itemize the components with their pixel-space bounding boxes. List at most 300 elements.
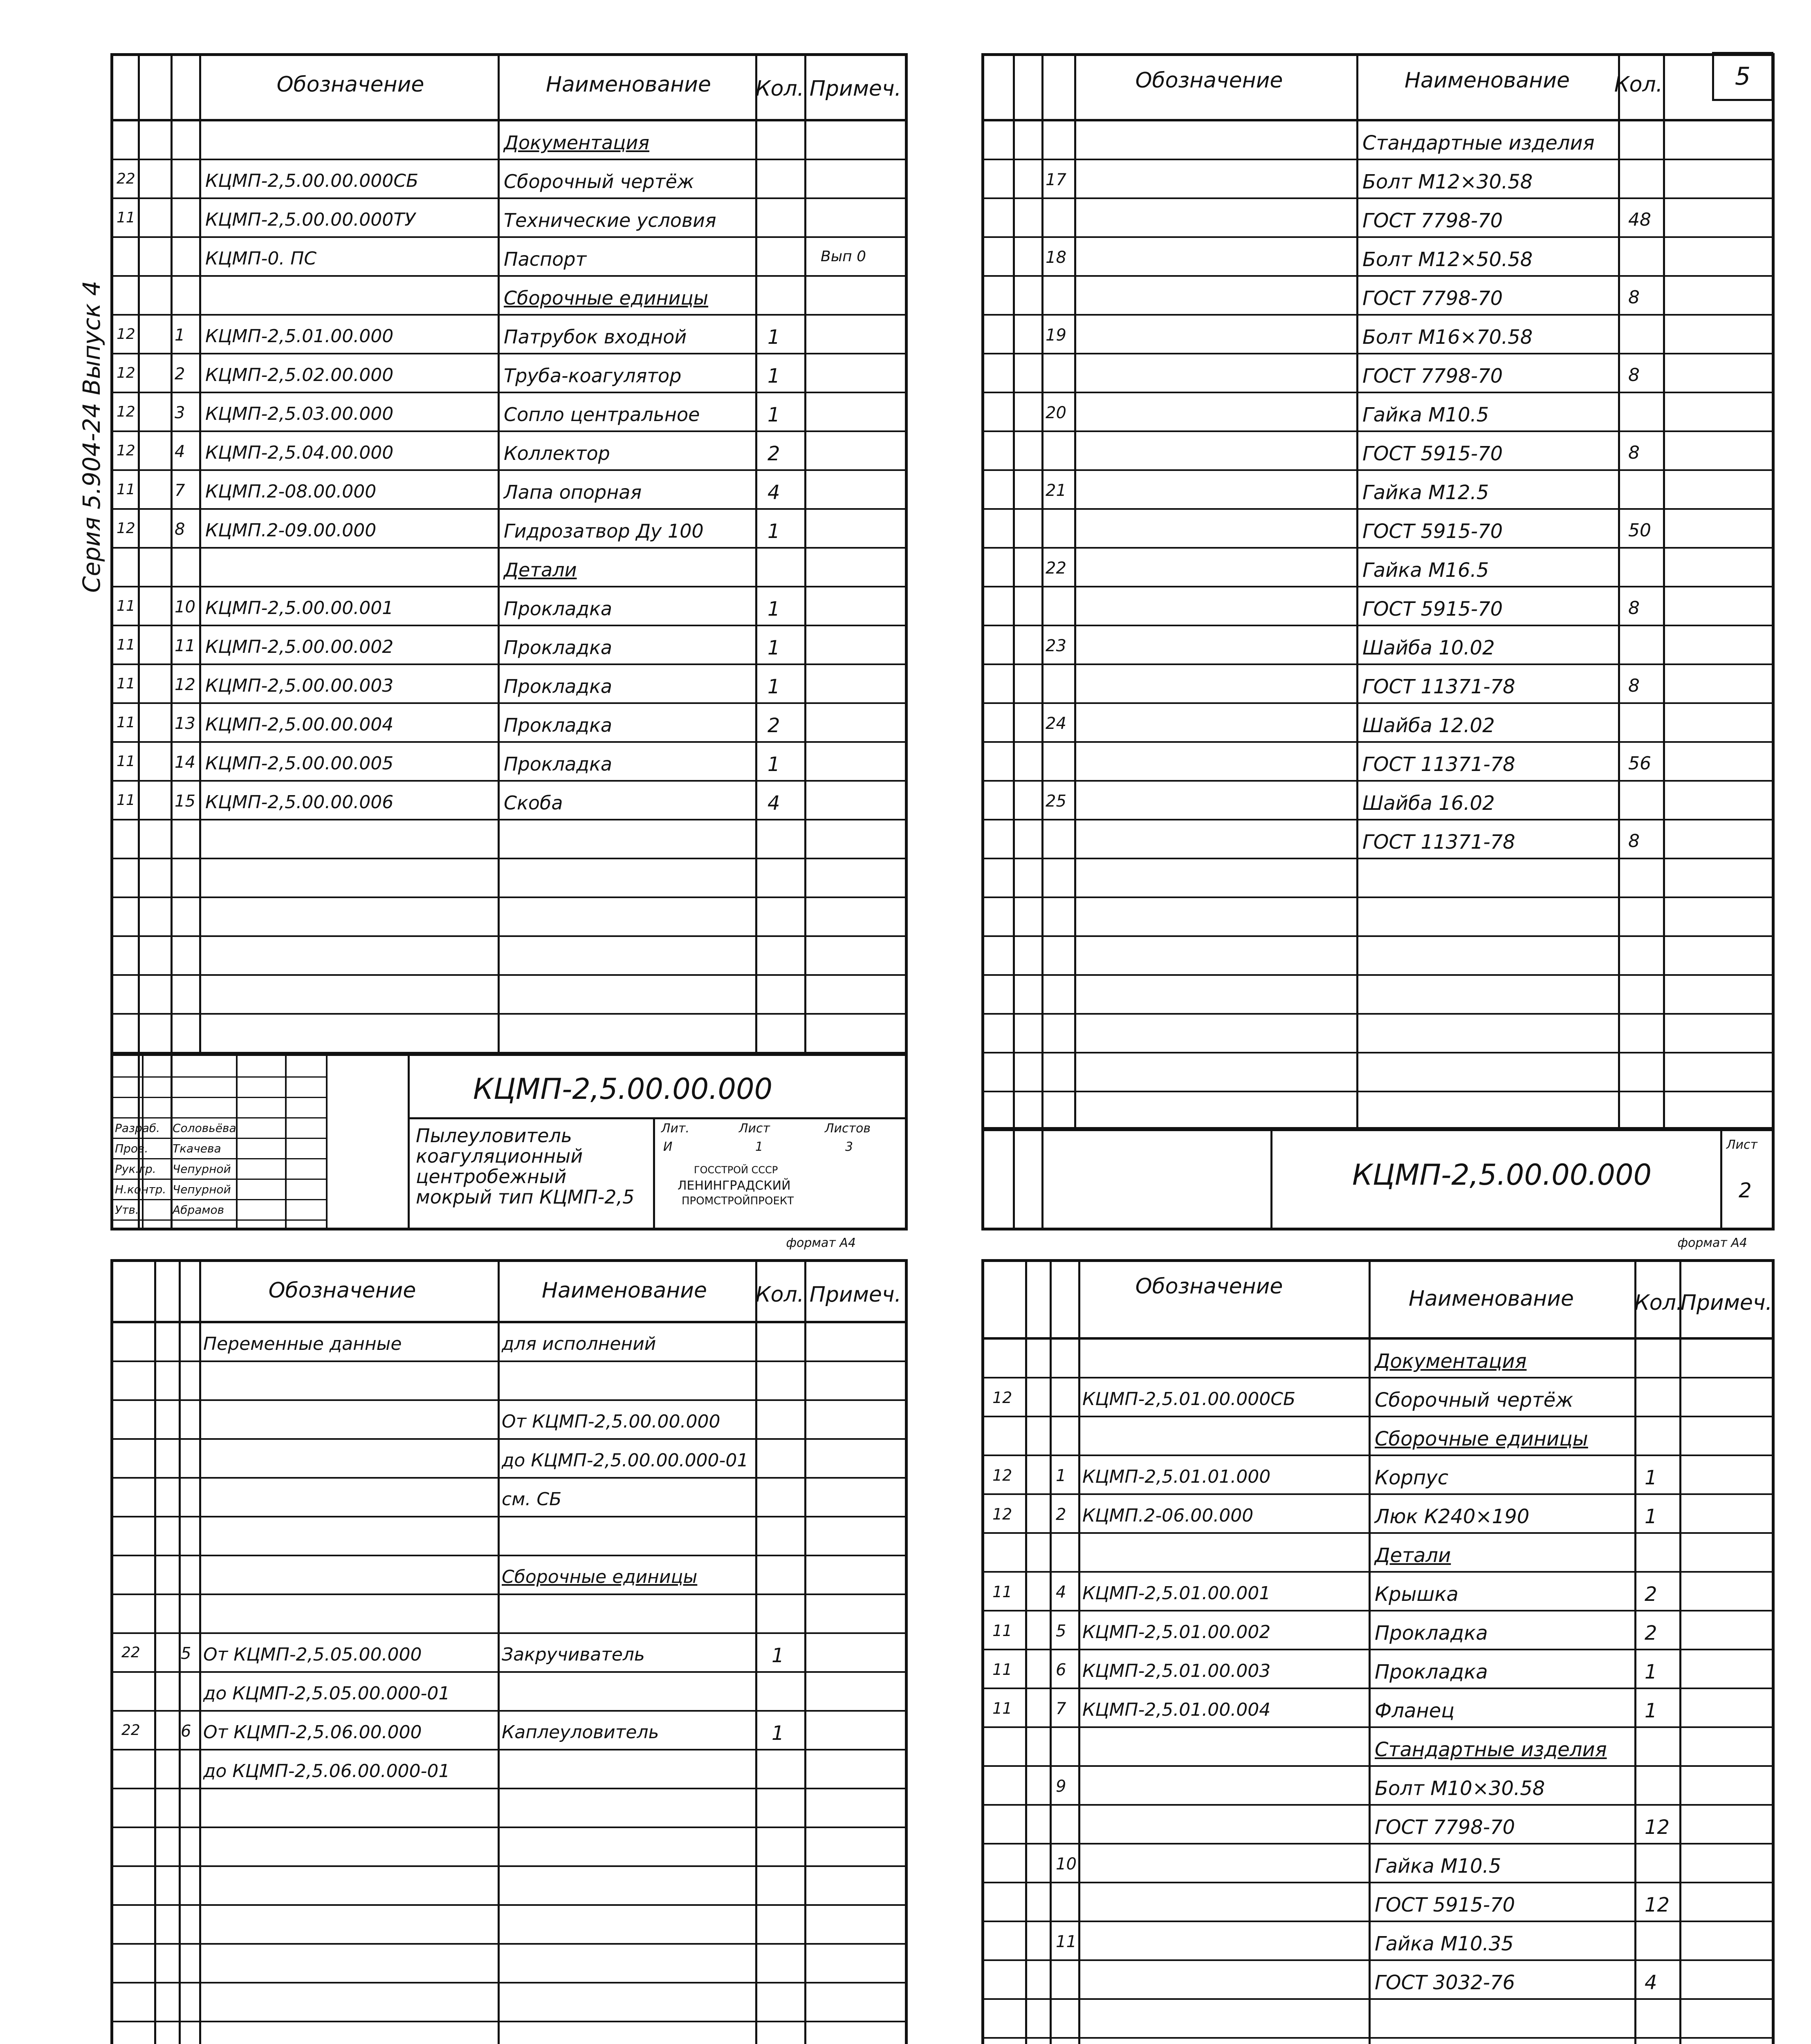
table-row [984, 316, 1772, 354]
cell-des: до КЦМП-2,5.05.00.000-01 [203, 1683, 450, 1704]
cell-name: Сборочные единицы [504, 287, 709, 309]
cell-qty: 8 [1628, 442, 1640, 463]
cell-pos: 20 [1046, 403, 1066, 422]
cell-pos: 19 [1046, 326, 1066, 345]
cell-fmt: 11 [992, 1661, 1012, 1679]
cell-pos: 2 [175, 365, 185, 383]
sheet4-table [984, 1340, 1772, 2044]
table-row [113, 1634, 905, 1673]
cell-name: ГОСТ 7798-70 [1362, 287, 1503, 310]
sheet1-title: Пылеуловитель коагуляционный центробежный мокрый тип КЦМП-2,5 [416, 1125, 635, 1208]
cell-qty: 8 [1628, 287, 1640, 308]
cell-qty: 12 [1645, 1894, 1670, 1916]
cell-name: ГОСТ 7798-70 [1362, 209, 1503, 232]
table-row [984, 1883, 1772, 1922]
cell-des: Переменные данные [203, 1334, 402, 1354]
table-row [113, 937, 905, 976]
cell-des: КЦМП-2,5.01.01.000 [1082, 1466, 1271, 1487]
cell-name: ГОСТ 11371-78 [1362, 753, 1515, 776]
stamp-name: Чепурной [173, 1183, 231, 1196]
cell-qty: 8 [1628, 675, 1640, 696]
cell-pos: 7 [175, 481, 185, 500]
sheet1-format: формат А4 [786, 1236, 856, 1250]
cell-qty: 2 [767, 714, 780, 737]
table-row [113, 782, 905, 820]
cell-fmt: 11 [117, 481, 135, 498]
sheet2-sheet-value: 2 [1739, 1179, 1752, 1202]
table-row [984, 277, 1772, 316]
table-row [113, 743, 905, 782]
cell-name: ГОСТ 5915-70 [1375, 1894, 1515, 1916]
table-row [984, 510, 1772, 549]
cell-pos: 6 [1056, 1661, 1066, 1679]
cell-des: КЦМП-2,5.01.00.004 [1082, 1699, 1271, 1720]
sheet-2 [981, 53, 1775, 1250]
table-row [984, 626, 1772, 665]
table-row [113, 199, 905, 238]
cell-name: Коллектор [504, 442, 610, 464]
table-row [113, 238, 905, 277]
table-row [113, 1712, 905, 1750]
table-row [113, 1906, 905, 1945]
cell-fmt: 22 [121, 1644, 140, 1661]
cell-name: Болт М12×50.58 [1362, 248, 1533, 271]
table-row [984, 2000, 1772, 2039]
table-row [113, 1479, 905, 1517]
cell-name: Болт М10×30.58 [1375, 1777, 1545, 1800]
stamp-name: Абрамов [173, 1203, 224, 1217]
cell-fmt: 12 [992, 1466, 1012, 1484]
cell-fmt: 11 [992, 1583, 1012, 1601]
table-row [984, 820, 1772, 859]
cell-des: КЦМП-2,5.00.00.000СБ [205, 170, 419, 191]
cell-name: Гайка М10.5 [1375, 1855, 1501, 1878]
cell-des: КЦМП-0. ПС [205, 248, 317, 269]
cell-pos: 23 [1046, 637, 1066, 655]
cell-name: Каплеуловитель [502, 1722, 659, 1743]
cell-name: Болт М16×70.58 [1362, 326, 1533, 349]
cell-qty: 1 [1645, 1505, 1657, 1528]
sheet1-title-block [113, 1053, 905, 1228]
cell-name: ГОСТ 5915-70 [1362, 520, 1503, 543]
table-row [984, 1650, 1772, 1689]
cell-name: Стандартные изделия [1375, 1738, 1607, 1761]
cell-pos: 25 [1046, 792, 1066, 811]
cell-name: Прокладка [504, 637, 613, 659]
cell-fmt: 12 [117, 326, 135, 343]
table-row [984, 238, 1772, 277]
table-row [984, 859, 1772, 898]
table-row [113, 316, 905, 354]
cell-fmt: 11 [117, 714, 135, 731]
cell-pos: 2 [1056, 1505, 1066, 1524]
cell-des: От КЦМП-2,5.06.00.000 [203, 1722, 422, 1743]
cell-des: КЦМП-2,5.00.00.003 [205, 675, 394, 696]
table-row [984, 1611, 1772, 1650]
cell-des: КЦМП-2,5.00.00.001 [205, 598, 394, 619]
cell-qty: 4 [767, 792, 780, 815]
cell-qty: 1 [767, 403, 780, 426]
table-row [113, 1362, 905, 1401]
table-row [984, 937, 1772, 976]
cell-name: см. СБ [502, 1489, 562, 1510]
sheet1-code: КЦМП-2,5.00.00.000 [473, 1072, 773, 1106]
cell-fmt: 11 [117, 637, 135, 653]
cell-name: Гайка М12.5 [1362, 481, 1489, 504]
sheet1-table [113, 121, 905, 1053]
table-row [113, 1440, 905, 1479]
cell-note: Вып 0 [821, 248, 866, 265]
cell-fmt: 12 [117, 365, 135, 381]
cell-pos: 12 [175, 675, 195, 694]
table-row [113, 820, 905, 859]
table-row [113, 121, 905, 160]
table-row [113, 432, 905, 471]
cell-fmt: 11 [117, 753, 135, 770]
cell-des: КЦМП-2,5.01.00.001 [1082, 1583, 1271, 1604]
table-row [113, 1556, 905, 1595]
table-row [984, 1456, 1772, 1495]
hdr3-qty: Кол. [755, 1282, 804, 1307]
cell-name: Документация [504, 132, 650, 154]
sheet-1 [110, 53, 908, 1250]
cell-qty: 4 [1645, 1971, 1657, 1994]
table-row [113, 1750, 905, 1789]
cell-des: КЦМП-2,5.01.00.000СБ [1082, 1389, 1296, 1410]
series-label: Серия 5.904-24 Выпуск 4 [78, 280, 105, 593]
sheet3-table [113, 1323, 905, 2044]
cell-name: ГОСТ 7798-70 [1362, 365, 1503, 388]
table-row [113, 1867, 905, 1906]
table-row [113, 1828, 905, 1867]
cell-fmt: 11 [117, 675, 135, 692]
hdr2-qty: Кол. [1614, 72, 1663, 97]
cell-des: КЦМП-2,5.01.00.002 [1082, 1622, 1271, 1643]
table-row [984, 471, 1772, 510]
cell-name: ГОСТ 3032-76 [1375, 1971, 1515, 1994]
cell-qty: 1 [1645, 1699, 1657, 1722]
cell-fmt: 22 [121, 1722, 140, 1739]
table-row [113, 1517, 905, 1556]
cell-name: Сопло центральное [504, 403, 700, 426]
table-row [984, 898, 1772, 937]
stamp-role: Рук.гр. [115, 1162, 156, 1176]
table-row [113, 393, 905, 432]
cell-pos: 10 [1056, 1855, 1077, 1874]
cell-name: Прокладка [504, 675, 613, 697]
cell-name: Детали [504, 559, 577, 581]
cell-name: ГОСТ 7798-70 [1375, 1816, 1515, 1839]
stamp-name: Соловьёва [173, 1121, 236, 1135]
cell-name: Шайба 16.02 [1362, 792, 1495, 815]
cell-fmt: 12 [117, 403, 135, 420]
cell-qty: 48 [1628, 209, 1651, 230]
cell-qty: 4 [767, 481, 780, 504]
cell-qty: 12 [1645, 1816, 1670, 1839]
sheet2-code: КЦМП-2,5.00.00.000 [1352, 1158, 1652, 1192]
hdr2-designation: Обозначение [1135, 68, 1283, 93]
table-row [113, 859, 905, 898]
cell-pos: 11 [175, 637, 195, 655]
sheet2-title-block [984, 1127, 1772, 1228]
cell-qty: 1 [767, 598, 780, 621]
cell-qty: 1 [767, 326, 780, 349]
sheet1-org-2: ЛЕНИНГРАДСКИЙ [678, 1179, 791, 1193]
cell-qty: 50 [1628, 520, 1651, 541]
table-row [984, 121, 1772, 160]
cell-name: ГОСТ 5915-70 [1362, 598, 1503, 621]
table-row [984, 199, 1772, 238]
sheet1-sheets-value: 3 [845, 1140, 853, 1154]
table-row [113, 626, 905, 665]
cell-name: Прокладка [1375, 1661, 1488, 1683]
cell-pos: 6 [181, 1722, 191, 1741]
sheet1-signatures [113, 1056, 408, 1228]
cell-des: КЦМП-2,5.03.00.000 [205, 403, 394, 424]
cell-name: Шайба 10.02 [1362, 637, 1495, 659]
hdr3-note: Примеч. [809, 1282, 902, 1307]
table-row [113, 1789, 905, 1828]
cell-des: до КЦМП-2,5.06.00.000-01 [203, 1761, 450, 1782]
table-row [984, 2039, 1772, 2044]
cell-fmt: 12 [117, 442, 135, 459]
table-row [984, 743, 1772, 782]
table-row [113, 1015, 905, 1053]
cell-name: Стандартные изделия [1362, 132, 1595, 155]
sheet-3 [110, 1259, 908, 2044]
sheet1-lit-label: Лит. [661, 1121, 690, 1136]
cell-name: От КЦМП-2,5.00.00.000 [502, 1411, 720, 1432]
sheet2-sheet-label: Лист [1726, 1138, 1758, 1152]
cell-qty: 1 [1645, 1661, 1657, 1683]
table-row [113, 1323, 905, 1362]
cell-des: КЦМП-2,5.00.00.005 [205, 753, 394, 774]
hdr3-designation: Обозначение [268, 1278, 416, 1303]
cell-name: Прокладка [504, 598, 613, 620]
hdr4-name: Наименование [1408, 1286, 1574, 1311]
cell-qty: 1 [767, 637, 780, 659]
sheet2-table [984, 121, 1772, 1131]
cell-des: КЦМП.2-06.00.000 [1082, 1505, 1254, 1526]
table-row [984, 1922, 1772, 1961]
table-row [984, 782, 1772, 820]
cell-name: ГОСТ 11371-78 [1362, 831, 1515, 854]
cell-name: Прокладка [1375, 1622, 1488, 1645]
table-row [984, 1417, 1772, 1456]
cell-name: Прокладка [504, 753, 613, 775]
cell-fmt: 12 [117, 520, 135, 537]
cell-des: КЦМП-2,5.04.00.000 [205, 442, 394, 463]
cell-name: Болт М12×30.58 [1362, 170, 1533, 193]
table-row [984, 160, 1772, 199]
cell-fmt: 11 [992, 1699, 1012, 1717]
sheet1-sheets-label: Листов [825, 1121, 871, 1136]
table-row [984, 432, 1772, 471]
hdr-qty: Кол. [755, 76, 804, 101]
cell-des: КЦМП-2,5.00.00.000ТУ [205, 209, 415, 230]
cell-qty: 8 [1628, 365, 1640, 385]
cell-pos: 11 [1056, 1932, 1077, 1951]
table-row [113, 1673, 905, 1712]
cell-des: КЦМП-2,5.02.00.000 [205, 365, 394, 385]
cell-qty: 2 [1645, 1583, 1657, 1606]
table-row [984, 1728, 1772, 1767]
cell-des: КЦМП-2,5.01.00.000 [205, 326, 394, 347]
cell-pos: 3 [175, 403, 185, 422]
hdr4-designation: Обозначение [1135, 1274, 1283, 1299]
stamp-name: Чепурной [173, 1162, 231, 1176]
table-row [984, 1689, 1772, 1728]
cell-pos: 8 [175, 520, 185, 539]
table-row [113, 1945, 905, 1983]
cell-name: для исполнений [502, 1334, 656, 1354]
table-row [984, 1806, 1772, 1845]
cell-des: От КЦМП-2,5.05.00.000 [203, 1644, 422, 1665]
cell-pos: 15 [175, 792, 195, 811]
table-row [984, 1767, 1772, 1806]
cell-fmt: 11 [117, 209, 135, 226]
table-row [984, 665, 1772, 704]
sheet1-org-3: ПРОМСТРОЙПРОЕКТ [682, 1195, 794, 1207]
cell-pos: 21 [1046, 481, 1066, 500]
table-row [113, 898, 905, 937]
table-row [984, 1092, 1772, 1131]
table-row [113, 160, 905, 199]
cell-des: КЦМП-2,5.01.00.003 [1082, 1661, 1271, 1681]
table-row [984, 587, 1772, 626]
cell-fmt: 11 [117, 598, 135, 614]
table-row [113, 1401, 905, 1440]
cell-name: Технические условия [504, 209, 716, 231]
cell-des: КЦМП.2-09.00.000 [205, 520, 377, 541]
cell-fmt: 12 [992, 1389, 1012, 1407]
cell-qty: 1 [767, 675, 780, 698]
table-row [984, 1961, 1772, 2000]
cell-pos: 4 [175, 442, 185, 461]
cell-name: ГОСТ 11371-78 [1362, 675, 1515, 698]
cell-name: Скоба [504, 792, 563, 814]
sheet2-format: формат А4 [1677, 1236, 1747, 1250]
stamp-role: Н.контр. [115, 1183, 166, 1196]
cell-name: Гайка М16.5 [1362, 559, 1489, 582]
cell-pos: 5 [1056, 1622, 1066, 1641]
cell-name: Прокладка [504, 714, 613, 736]
cell-name: Паспорт [504, 248, 587, 270]
sheet1-sheet-value: 1 [755, 1140, 763, 1154]
table-row [113, 976, 905, 1015]
cell-pos: 7 [1056, 1699, 1066, 1718]
sheet1-org-1: ГОССТРОЙ СССР [694, 1164, 778, 1176]
sheet-4 [981, 1259, 1775, 2044]
cell-qty: 2 [767, 442, 780, 465]
stamp-role: Разраб. [115, 1121, 160, 1135]
cell-name: Сборочный чертёж [504, 170, 694, 193]
cell-name: Гайка М10.5 [1362, 403, 1489, 426]
cell-qty: 1 [767, 365, 780, 388]
cell-name: Фланец [1375, 1699, 1454, 1722]
cell-pos: 17 [1046, 170, 1066, 189]
cell-name: Детали [1375, 1544, 1451, 1567]
page-number: 5 [1712, 52, 1773, 101]
cell-des: КЦМП-2,5.00.00.004 [205, 714, 394, 735]
table-row [113, 549, 905, 587]
sheet1-lit-value: И [663, 1140, 673, 1154]
cell-name: Люк К240×190 [1375, 1505, 1530, 1528]
hdr4-note: Примеч. [1680, 1291, 1773, 1315]
cell-fmt: 11 [117, 792, 135, 809]
table-row [113, 277, 905, 316]
table-row [984, 549, 1772, 587]
table-row [113, 587, 905, 626]
cell-name: Гидрозатвор Ду 100 [504, 520, 704, 542]
table-row [984, 1845, 1772, 1883]
table-row [113, 704, 905, 743]
table-row [984, 1534, 1772, 1573]
cell-pos: 18 [1046, 248, 1066, 267]
cell-qty: 8 [1628, 831, 1640, 852]
table-row [984, 393, 1772, 432]
cell-qty: 8 [1628, 598, 1640, 619]
cell-pos: 13 [175, 714, 195, 733]
cell-name: Сборочные единицы [502, 1567, 698, 1587]
cell-name: Сборочные единицы [1375, 1428, 1588, 1450]
cell-name: Гайка М10.35 [1375, 1932, 1514, 1955]
cell-pos: 4 [1056, 1583, 1066, 1602]
sheet1-header [113, 56, 905, 121]
table-row [984, 1573, 1772, 1611]
table-row [113, 1595, 905, 1634]
table-row [113, 471, 905, 510]
cell-qty: 2 [1645, 1622, 1657, 1645]
cell-fmt: 12 [992, 1505, 1012, 1523]
cell-pos: 9 [1056, 1777, 1066, 1796]
table-row [984, 1015, 1772, 1053]
cell-pos: 22 [1046, 559, 1066, 578]
cell-pos: 14 [175, 753, 195, 772]
cell-name: Документация [1375, 1350, 1527, 1373]
table-row [984, 976, 1772, 1015]
cell-des: КЦМП-2,5.00.00.006 [205, 792, 394, 813]
cell-qty: 1 [1645, 1466, 1657, 1489]
table-row [113, 665, 905, 704]
table-row [113, 354, 905, 393]
cell-name: Патрубок входной [504, 326, 687, 348]
cell-fmt: 11 [992, 1622, 1012, 1640]
cell-qty: 1 [767, 520, 780, 543]
table-row [113, 510, 905, 549]
cell-pos: 1 [1056, 1466, 1066, 1485]
cell-qty: 1 [772, 1644, 784, 1667]
stamp-name: Ткачева [173, 1142, 221, 1155]
cell-name: Сборочный чертёж [1375, 1389, 1573, 1412]
cell-name: Труба-коагулятор [504, 365, 682, 387]
sheet1-sheet-label: Лист [739, 1121, 770, 1136]
table-row [984, 704, 1772, 743]
table-row [984, 1053, 1772, 1092]
hdr2-name: Наименование [1404, 68, 1570, 93]
cell-name: Закручиватель [502, 1644, 645, 1665]
cell-qty: 1 [767, 753, 780, 776]
cell-name: Корпус [1375, 1466, 1449, 1489]
cell-pos: 24 [1046, 714, 1066, 733]
hdr-name: Наименование [545, 72, 711, 97]
table-row [984, 354, 1772, 393]
cell-pos: 5 [181, 1644, 191, 1663]
cell-des: КЦМП-2,5.00.00.002 [205, 637, 394, 657]
table-row [984, 1495, 1772, 1534]
cell-name: Шайба 12.02 [1362, 714, 1495, 737]
cell-pos: 10 [175, 598, 195, 616]
